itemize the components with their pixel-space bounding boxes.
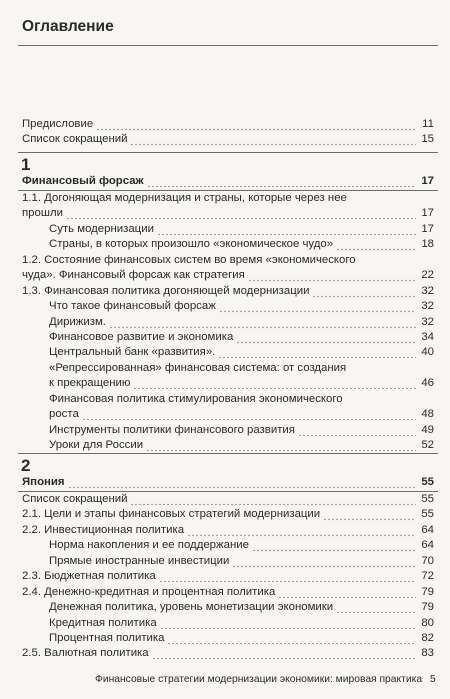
chapter-number: 2 — [21, 456, 31, 475]
toc-page-number: 52 — [421, 439, 434, 452]
toc-page-number: 18 — [421, 238, 434, 251]
dot-leader — [159, 569, 416, 584]
toc-entry-front[interactable] — [22, 132, 434, 147]
footer-page-number: 5 — [430, 674, 436, 685]
dot-leader — [68, 475, 416, 490]
dot-leader — [109, 315, 416, 330]
chapter-number: 1 — [21, 155, 31, 174]
toc-page-number: 15 — [421, 133, 434, 146]
toc-entry-text: Центральный банк «развития». — [49, 346, 216, 359]
toc-entry-text: Финансовое развитие и экономика — [49, 331, 234, 343]
dot-leader — [187, 523, 416, 538]
footer-book-title: Финансовые стратегии модернизации экономики: мировая практика — [95, 674, 423, 685]
dot-leader — [146, 438, 416, 453]
toc-entry-text-line: 1.1. Догоняющая модернизация и страны, которые через нее — [22, 191, 347, 204]
toc-entry-text: Кредитная политика — [49, 616, 157, 629]
toc-page-number: 40 — [421, 346, 434, 359]
toc-entry[interactable] — [49, 315, 434, 330]
toc-page-number: 34 — [421, 331, 434, 343]
toc-entry-text: роста — [49, 408, 79, 421]
toc-entry[interactable] — [22, 206, 434, 221]
chapter-heading-rule — [18, 491, 438, 492]
toc-entry-text: прошли — [22, 207, 63, 220]
toc-page-number: 64 — [421, 523, 434, 536]
toc-entry[interactable] — [22, 507, 434, 522]
toc-page-number: 83 — [421, 647, 434, 660]
dot-leader — [298, 423, 416, 438]
toc-entry[interactable] — [49, 376, 434, 391]
toc-page-number: 55 — [421, 508, 434, 521]
toc-entry[interactable] — [22, 523, 434, 538]
toc-entry[interactable] — [49, 600, 434, 615]
page-title: Оглавление — [22, 18, 114, 35]
toc-entry-text: 2.4. Денежно-кредитная и процентная политика — [22, 585, 276, 598]
toc-entry[interactable] — [22, 284, 434, 299]
dot-leader — [133, 376, 416, 391]
dot-leader — [312, 284, 416, 299]
dot-leader — [152, 646, 416, 661]
dot-leader — [278, 585, 416, 600]
toc-page-number: 32 — [421, 315, 434, 328]
dot-leader — [66, 206, 416, 221]
toc-page-number: 49 — [421, 423, 434, 436]
toc-page-number: 70 — [421, 554, 434, 567]
toc-entry-text: к прекращению — [49, 377, 131, 390]
toc-entry-text: Япония — [22, 476, 65, 488]
toc-page-number: 32 — [421, 284, 434, 297]
dot-leader — [336, 600, 416, 615]
toc-entry-text: Предисловие — [22, 118, 94, 130]
toc-entry[interactable] — [22, 492, 434, 507]
toc-entry-text: Норма накопления и ее поддержание — [49, 539, 249, 552]
dot-leader — [236, 330, 416, 345]
dot-leader — [147, 174, 416, 189]
toc-page-number: 55 — [421, 492, 434, 505]
toc-entry-text: 2.5. Валютная политика — [22, 647, 149, 660]
toc-page-number: 55 — [421, 476, 434, 488]
toc-entry[interactable] — [49, 299, 434, 314]
chapter-heading-rule — [18, 190, 438, 191]
dot-leader — [130, 492, 416, 507]
toc-entry[interactable] — [49, 237, 434, 252]
toc-entry[interactable] — [49, 222, 434, 237]
toc-page-number: 48 — [421, 408, 434, 421]
toc-entry-text-line: 1.2. Состояние финансовых систем во время «экономического — [22, 253, 356, 266]
toc-entry-front[interactable] — [22, 117, 434, 132]
dot-leader — [219, 299, 416, 314]
dot-leader — [323, 507, 416, 522]
dot-leader — [252, 538, 416, 553]
toc-page-number: 17 — [421, 222, 434, 235]
toc-entry[interactable] — [49, 330, 434, 345]
toc-entry-text: Процентная политика — [49, 632, 165, 644]
toc-entry[interactable] — [49, 423, 434, 438]
toc-entry[interactable] — [49, 554, 434, 569]
toc-entry[interactable] — [22, 569, 434, 584]
toc-page-number: 64 — [421, 539, 434, 552]
toc-entry-text: Список сокращений — [22, 492, 128, 505]
toc-entry-text: чуда». Финансовый форсаж как стратегия — [22, 269, 245, 282]
toc-entry[interactable] — [49, 438, 434, 453]
chapter-rule — [18, 152, 438, 153]
dot-leader — [160, 616, 416, 631]
toc-entry[interactable] — [49, 616, 434, 631]
toc-entry-text-line: Финансовая политика стимулирования экономического — [49, 392, 343, 405]
toc-entry-text: Инструменты политики финансового развития — [49, 423, 295, 436]
toc-page-number: 79 — [421, 601, 434, 614]
title-rule — [18, 45, 438, 46]
dot-leader — [82, 407, 416, 422]
toc-page-number: 22 — [421, 269, 434, 282]
toc-entry-text: 2.1. Цели и этапы финансовых стратегий модернизации — [22, 508, 321, 521]
toc-page-number: 46 — [421, 377, 434, 390]
chapter-rule — [18, 453, 438, 454]
toc-entry-text-line: «Репрессированная» финансовая система: от создания — [49, 361, 347, 374]
dot-leader — [248, 268, 416, 283]
toc-entry[interactable] — [22, 268, 434, 283]
dot-leader — [232, 554, 416, 569]
toc-entry-text: Суть модернизации — [49, 222, 154, 235]
chapter-heading[interactable] — [22, 174, 434, 189]
toc-page-number: 11 — [422, 118, 434, 130]
toc-page-number: 32 — [421, 300, 434, 313]
chapter-heading[interactable] — [22, 475, 434, 490]
toc-page-number: 80 — [421, 616, 434, 629]
dot-leader — [96, 117, 417, 132]
toc-entry-text: Финансовый форсаж — [22, 175, 144, 187]
toc-page-number: 72 — [421, 570, 434, 583]
toc-entry-text: Денежная политика, уровень монетизации экономики — [49, 601, 334, 614]
toc-entry-text: 2.2. Инвестиционная политика — [22, 523, 185, 536]
dot-leader — [157, 222, 416, 237]
toc-entry-text: Страны, в которых произошло «экономическое чудо» — [49, 238, 334, 251]
toc-entry-text: Список сокращений — [22, 133, 128, 146]
toc-entry[interactable] — [22, 585, 434, 600]
toc-entry-text: Прямые иностранные инвестиции — [49, 554, 230, 567]
toc-entry-text: Уроки для России — [49, 439, 144, 452]
toc-entry[interactable] — [49, 407, 434, 422]
toc-entry-text: Дирижизм. — [49, 315, 106, 328]
toc-entry[interactable] — [49, 538, 434, 553]
toc-entry[interactable] — [49, 631, 434, 646]
dot-leader — [130, 132, 416, 147]
toc-page-number: 82 — [421, 632, 434, 644]
toc-entry[interactable] — [49, 345, 434, 360]
dot-leader — [336, 237, 416, 252]
toc-page-number: 17 — [421, 207, 434, 220]
toc-page-number: 79 — [421, 585, 434, 598]
toc-entry-text: 1.3. Финансовая политика догоняющей модернизации — [22, 284, 310, 297]
dot-leader — [218, 345, 416, 360]
toc-entry-text: Что такое финансовый форсаж — [49, 300, 216, 313]
toc-entry[interactable] — [22, 646, 434, 661]
dot-leader — [167, 631, 416, 646]
toc-entry-text: 2.3. Бюджетная политика — [22, 570, 156, 583]
page-footer — [0, 674, 450, 688]
toc-page-number: 17 — [421, 175, 434, 187]
